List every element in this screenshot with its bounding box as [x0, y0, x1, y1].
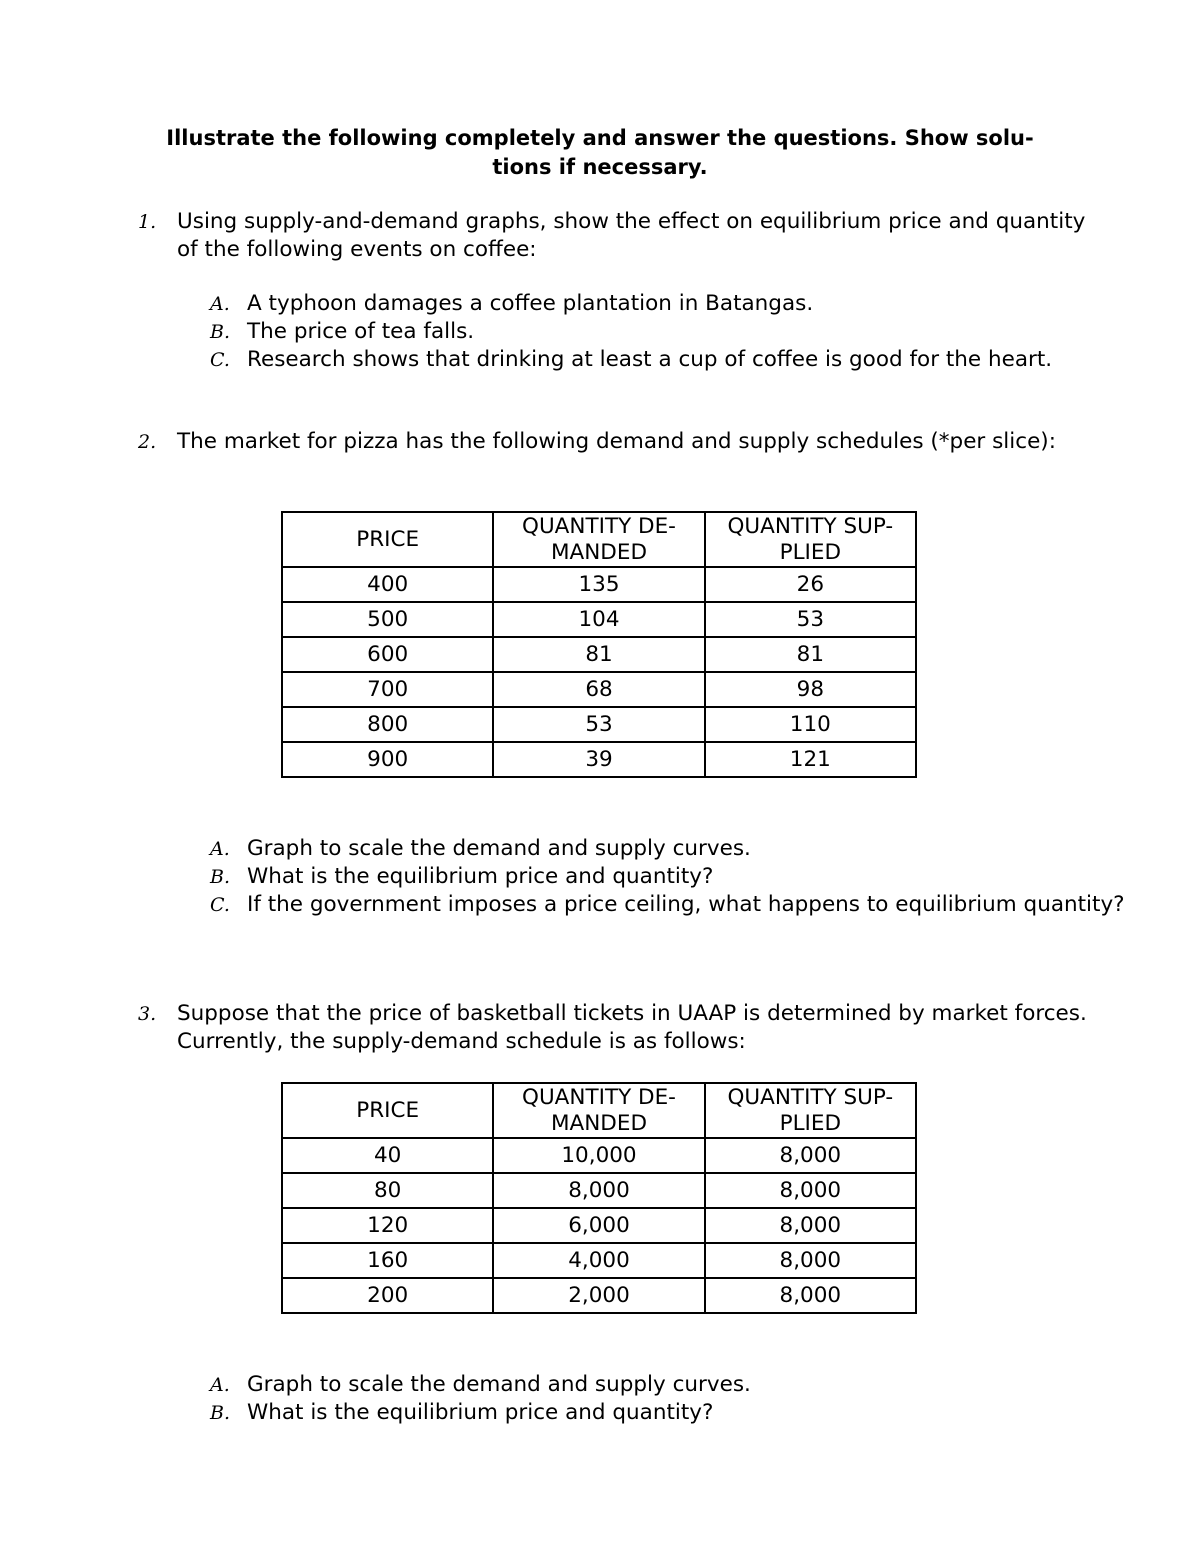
- table-row: [282, 1243, 916, 1278]
- cell-quantity-demanded: 4,000: [493, 1243, 704, 1278]
- question-2-subitem-b: [210, 863, 1150, 891]
- table-row: [282, 637, 916, 672]
- question-1-subitem-c: [210, 346, 1150, 374]
- question-2-text: The market for pizza has the following demand and supply schedules (*per slice):: [177, 429, 1056, 454]
- cell-quantity-demanded: 6,000: [493, 1208, 704, 1243]
- instructions-line-1: Illustrate the following completely and answer the questions. Show solu-: [166, 126, 1034, 150]
- cell-quantity-supplied: 8,000: [705, 1208, 916, 1243]
- question-3-subitem-a: [210, 1371, 1150, 1399]
- subitem-label: A.: [210, 293, 230, 315]
- subitem-text: Graph to scale the demand and supply curves.: [247, 1372, 751, 1397]
- subitem-label: B.: [210, 866, 231, 888]
- cell-quantity-supplied: 8,000: [705, 1278, 916, 1313]
- cell-quantity-demanded: 68: [493, 672, 704, 707]
- cell-price: 160: [282, 1243, 493, 1278]
- cell-price: 600: [282, 637, 493, 672]
- question-2-subitem-a: [210, 835, 1150, 863]
- table-row: [282, 1138, 916, 1173]
- subitem-text: What is the equilibrium price and quantity?: [247, 1400, 714, 1425]
- cell-price: 40: [282, 1138, 493, 1173]
- question-1: [138, 208, 1098, 264]
- cell-quantity-demanded: 53: [493, 707, 704, 742]
- subitem-label: C.: [210, 894, 230, 916]
- question-2: [138, 428, 1098, 456]
- cell-quantity-demanded: 39: [493, 742, 704, 777]
- subitem-text: The price of tea falls.: [247, 319, 475, 344]
- subitem-label: B.: [210, 1402, 231, 1424]
- header-price: PRICE: [282, 1083, 493, 1138]
- cell-quantity-demanded: 10,000: [493, 1138, 704, 1173]
- header-quantity-demanded: QUANTITY DE- MANDED: [493, 512, 704, 567]
- cell-price: 80: [282, 1173, 493, 1208]
- cell-price: 400: [282, 567, 493, 602]
- cell-quantity-supplied: 26: [705, 567, 916, 602]
- question-3-subitem-b: [210, 1399, 1150, 1427]
- subitem-label: B.: [210, 321, 231, 343]
- table-row: [282, 1173, 916, 1208]
- table-row: [282, 672, 916, 707]
- subitem-text: A typhoon damages a coffee plantation in Batangas.: [247, 291, 814, 316]
- table-row: [282, 1208, 916, 1243]
- cell-quantity-supplied: 8,000: [705, 1138, 916, 1173]
- table-header-row: [282, 1083, 916, 1138]
- subitem-text: If the government imposes a price ceiling, what happens to equilibrium quantity?: [247, 892, 1125, 917]
- cell-quantity-supplied: 8,000: [705, 1243, 916, 1278]
- cell-price: 200: [282, 1278, 493, 1313]
- cell-quantity-demanded: 81: [493, 637, 704, 672]
- question-3-subitems: [210, 1371, 1150, 1427]
- cell-price: 120: [282, 1208, 493, 1243]
- question-2-number: 2.: [138, 431, 157, 453]
- question-1-subitem-a: [210, 290, 1150, 318]
- tickets-schedule-table: [281, 1082, 917, 1314]
- subitem-text: What is the equilibrium price and quantity?: [247, 864, 714, 889]
- question-1-text: Using supply-and-demand graphs, show the effect on equilibrium price and quantity of the following events on coffee:: [177, 209, 1086, 262]
- header-price: PRICE: [282, 512, 493, 567]
- question-3-number: 3.: [138, 1003, 157, 1025]
- pizza-schedule-table: [281, 511, 917, 778]
- header-quantity-demanded: QUANTITY DE- MANDED: [493, 1083, 704, 1138]
- header-quantity-supplied: QUANTITY SUP- PLIED: [705, 512, 916, 567]
- table-row: [282, 602, 916, 637]
- question-1-number: 1.: [138, 211, 157, 233]
- cell-quantity-supplied: 53: [705, 602, 916, 637]
- question-3: [138, 1000, 1098, 1056]
- cell-quantity-demanded: 104: [493, 602, 704, 637]
- subitem-label: A.: [210, 1374, 230, 1396]
- cell-price: 500: [282, 602, 493, 637]
- question-1-subitems: [210, 290, 1150, 374]
- instructions-heading: [120, 124, 1080, 182]
- table-row: [282, 742, 916, 777]
- cell-price: 700: [282, 672, 493, 707]
- subitem-label: C.: [210, 349, 230, 371]
- cell-price: 800: [282, 707, 493, 742]
- table-row: [282, 567, 916, 602]
- question-3-text: Suppose that the price of basketball tickets in UAAP is determined by market forces. Currently, the supply-demand schedule is as follows:: [177, 1001, 1087, 1054]
- question-2-subitem-c: [210, 891, 1127, 919]
- subitem-label: A.: [210, 838, 230, 860]
- subitem-text: Research shows that drinking at least a cup of coffee is good for the heart.: [247, 347, 1053, 372]
- cell-quantity-supplied: 8,000: [705, 1173, 916, 1208]
- cell-price: 900: [282, 742, 493, 777]
- table-header-row: [282, 512, 916, 567]
- subitem-text: Graph to scale the demand and supply curves.: [247, 836, 751, 861]
- question-1-subitem-b: [210, 318, 1150, 346]
- table-row: [282, 707, 916, 742]
- cell-quantity-supplied: 81: [705, 637, 916, 672]
- cell-quantity-supplied: 98: [705, 672, 916, 707]
- cell-quantity-demanded: 8,000: [493, 1173, 704, 1208]
- cell-quantity-supplied: 121: [705, 742, 916, 777]
- question-2-subitems: [210, 835, 1150, 919]
- instructions-line-2: tions if necessary.: [492, 155, 708, 179]
- table-row: [282, 1278, 916, 1313]
- cell-quantity-demanded: 135: [493, 567, 704, 602]
- header-quantity-supplied: QUANTITY SUP- PLIED: [705, 1083, 916, 1138]
- cell-quantity-supplied: 110: [705, 707, 916, 742]
- cell-quantity-demanded: 2,000: [493, 1278, 704, 1313]
